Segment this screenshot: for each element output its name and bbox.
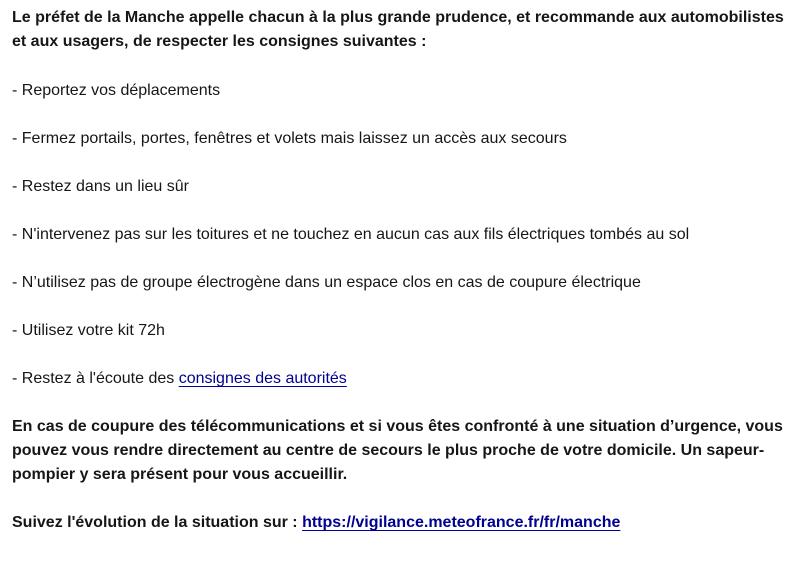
consigne-item: - Restez dans un lieu sûr	[12, 178, 189, 195]
consignes-autorites-link[interactable]: consignes des autorités	[178, 370, 347, 387]
urgence-paragraph: En cas de coupure des télécommunications et si vous êtes confronté à une situation d’urgence, vous pouvez vous rendre directement au centre de secours le plus proche de votre domicile. Un sapeur-pompier y sera présent pour vous accueillir.	[12, 418, 783, 483]
suivez-paragraph	[12, 511, 620, 535]
consigne-item: - Fermez portails, portes, fenêtres et volets mais laissez un accès aux secours	[12, 130, 567, 147]
consigne-item: - Reportez vos déplacements	[12, 82, 221, 99]
consigne-item-ecoute	[12, 367, 347, 391]
consigne-item: - N'intervenez pas sur les toitures et ne touchez en aucun cas aux fils électriques tombés au sol	[12, 226, 690, 243]
consigne-item: - Utilisez votre kit 72h	[12, 322, 165, 339]
consigne-ecoute-text: - Restez à l'écoute des	[12, 370, 179, 387]
intro-paragraph: Le préfet de la Manche appelle chacun à la plus grande prudence, et recommande aux automobilistes et aux usagers, de respecter les consignes suivantes :	[12, 9, 784, 50]
consigne-item: - N’utilisez pas de groupe électrogène dans un espace clos en cas de coupure électrique	[12, 274, 641, 291]
vigilance-link[interactable]: https://vigilance.meteofrance.fr/fr/manche	[302, 514, 621, 531]
suivez-text: Suivez l'évolution de la situation sur :	[12, 514, 303, 531]
